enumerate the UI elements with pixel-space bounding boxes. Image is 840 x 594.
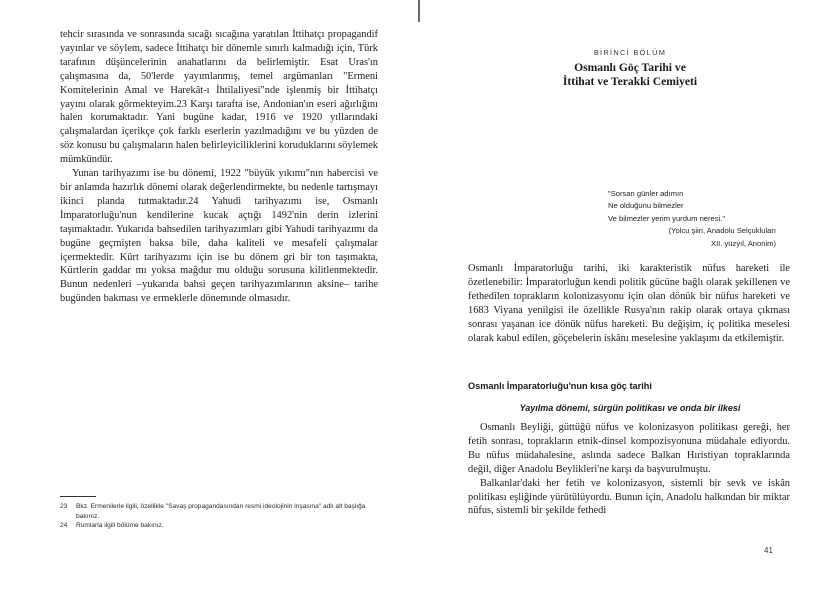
footnote-number: 23: [60, 503, 68, 510]
intro-paragraph: Osmanlı İmparatorluğu tarihi, iki karakteristik nüfus hareketi ile özetlenebilir: İmparatorluğun kendi politik gücüne bağlı olarak şekillenen ve fethedilen toprakların kolonizasyonu için olan dönük bir nüfus hareketi ve 1683 Viyana yenilgisi ile özellikle Rusya'nın rakip olarak ortaya çıkması sonrası yaşanan ice dönük nüfus hareketi. Bu değişim, iç politika meselesi olarak kabul edilen, göçebelerin iskânı meselesine yaklaşımı da etkilemiştir.: [468, 263, 790, 344]
left-paragraph-1: tehcir sırasında ve sonrasında sıcağı sıcağına yaratılan İttihatçı propagandif yayınlar ve söylem, sadece İttihatçı bir dönemle sınırlı kalmadığı için, Türk tarafının düşüncelerinin anahatlarını da belirlemiştir. Esat Uras'ın çalışmasına da, 50'lerde yayımlanmış, temel argümanları "Ermeni Komitelerinin Amal ve Harekât-ı İhtilaliyesi"nde işlenmiş bir İttihatçı yayını olarak görmekteyim.23 Karşı tarafta ise, Andonian'ın eseri ağırlığını halen korumaktadır. Yani bugüne kadar, 1916 ve 1920 yıllarındaki çalışmalardan içerikçe çok farklı eserlerin yazılmadığını ve bu yüzden de söz konusu bu çalışmaların halen belirleyiciliklerini koruduklarını söylemek mümkündür.: [60, 29, 378, 166]
right-body-text: [468, 421, 790, 518]
footnote-number: 24: [60, 522, 68, 530]
page-number: 41: [764, 546, 773, 555]
epigraph-line: "Sorsan günler adımın: [608, 189, 684, 198]
right-paragraph-1: Osmanlı Beyliği, güttüğü nüfus ve kolonizasyon politikası gereği, her fetih sonrası, toprakların etnik-dinsel kompozisyonuna müdahale ediyordu. Bu nüfus müdahalesine, aslında sadece Balkan Hıristiyan topraklarında değil, diğer Anadolu Beylikleri'ne karşı da başvurulmuştu.: [468, 422, 790, 475]
section-heading: Osmanlı İmparatorluğu'nun kısa göç tarihi: [468, 381, 652, 391]
epigraph-source: XII. yüzyıl, Anonim): [711, 238, 776, 248]
subsection-heading: Yayılma dönemi, sürgün politikası ve onda bir ilkesi: [519, 403, 741, 413]
footnote: [60, 521, 378, 531]
footnote-divider: [60, 496, 96, 497]
footnote-text: Rumlarla ilgili bölüme bakınız.: [76, 522, 164, 530]
epigraph: [608, 188, 776, 250]
left-paragraph-2: Yunan tarihyazımı ise bu dönemi, 1922 "büyük yıkımı"nın habercisi ve bir anlamda hazırlık dönemi olarak değerlendirmekte, bu nedenle tartışmayı ikinci planda tutmaktadır.24 Yahudi tarihyazımı ise, Osmanlı İmparatorluğu'nun kendilerine kucak açtığı 1492'nin derin izlerini taşımaktadır. Yukarıda bahsedilen tarihyazımları gibi Yahudi tarihyazımı da bugüne geçmişten baksa bile, daha kaliteli ve mesafeli çalışmalar içermektedir. Kürt tarihyazımı için ise bu dönem gri bir ton taşımakta, Kürtlerin gaddar mı yoksa mağdur mu olduğu sorusuna kilitlenmektedir. Bunun nedenleri –yukarıda bahsi geçen tarihyazımlarının aksine– tarihe bugünden bakması ve ermeklerle dönemınde olmasıdır.: [60, 168, 378, 305]
footnote: [60, 502, 378, 521]
chapter-label: BİRİNCİ BÖLÜM: [593, 48, 667, 57]
epigraph-source: (Yolcu şiiri, Anadolu Selçukluları: [668, 226, 776, 236]
epigraph-line: Ve bilmezler yerim yurdum neresi.": [608, 213, 726, 223]
left-body-text: [60, 28, 378, 306]
chapter-title: [420, 61, 840, 89]
epigraph-line: Ne olduğunu bilmezler: [608, 201, 684, 211]
chapter-title-line-2: İttihat ve Terakki Cemiyeti: [562, 75, 698, 88]
right-page: [420, 0, 840, 594]
chapter-title-line-1: Osmanlı Göç Tarihi ve: [574, 61, 686, 74]
intro-text: [468, 262, 790, 345]
footnotes: [60, 502, 378, 531]
right-paragraph-2: Balkanlar'daki her fetih ve kolonizasyon, sistemli bir sevk ve iskân politikası eşliğinde yürütülüyordu. Bunun için, Anadolu halkından bir miktar nüfus, sistemli bir şekilde fethedi: [468, 477, 790, 517]
footnote-text: Bkz. Ermenilerle ilgili, özellikle "Savaş propagandasından resmi ideolojinin inşasına" adlı alt başlığa bakınız.: [76, 503, 366, 520]
